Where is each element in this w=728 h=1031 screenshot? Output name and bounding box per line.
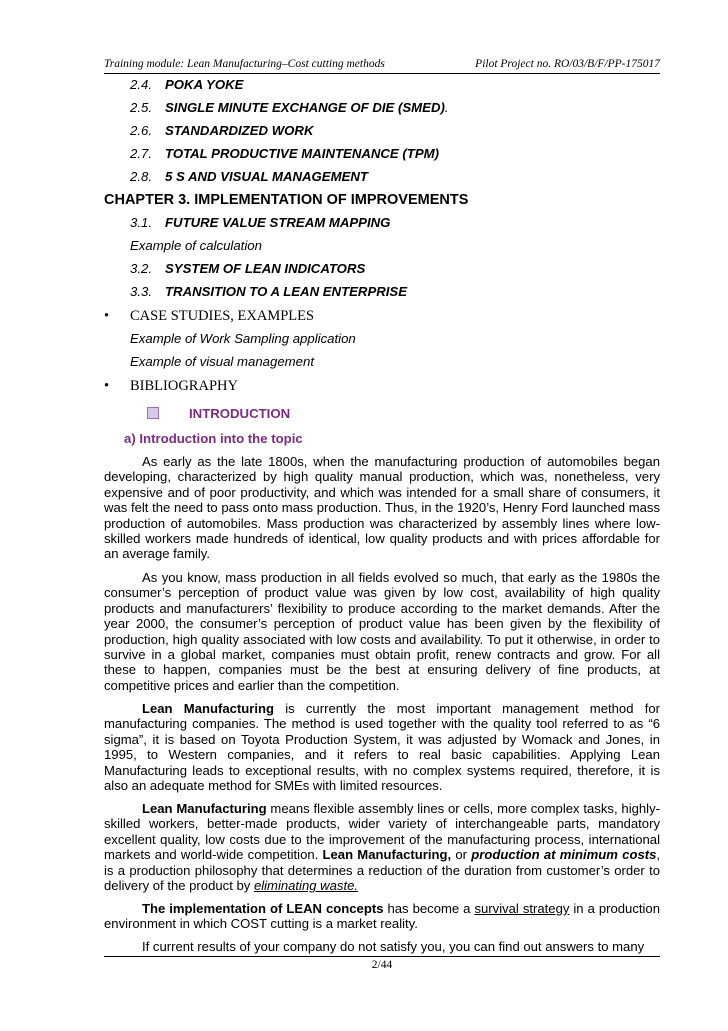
toc-item-3-1[interactable]: 3.1. FUTURE VALUE STREAM MAPPING [130,215,391,230]
toc-example-calculation[interactable]: Example of calculation [130,238,262,253]
paragraph-3: Lean Manufacturing is currently the most important management method for manufacturing companies. The method is used together with the quality tool referred to as “6 sigma”, it is based on Toyota Production System, it was adjusted by Womack and Jones, in 1995, to Western companies, and it refers to real basic capabilities. Applying Lean Manufacturing leads to exceptional results, with no complex systems required, therefore, it is also an adequate method for SMEs with limited resources. [104,701,660,794]
toc-example-visual-management[interactable]: Example of visual management [130,354,314,369]
toc-item-2-4[interactable]: 2.4. POKA YOKE [130,77,244,92]
section-marker-icon [147,407,159,419]
introduction-heading: INTRODUCTION [147,406,290,421]
toc-item-2-7[interactable]: 2.7. TOTAL PRODUCTIVE MAINTENANCE (TPM) [130,146,439,161]
toc-example-work-sampling[interactable]: Example of Work Sampling application [130,331,356,346]
bullet-icon: • [104,308,110,324]
bullet-icon: • [104,378,110,394]
header-left: Training module: Lean Manufacturing–Cost cutting methods [104,58,385,70]
page-number: 2/44 [104,956,660,971]
chapter-3-heading[interactable]: CHAPTER 3. IMPLEMENTATION OF IMPROVEMENTS [104,192,469,208]
paragraph-6: If current results of your company do not satisfy you, you can find out answers to many [142,939,645,954]
toc-bibliography[interactable]: • BIBLIOGRAPHY [104,378,238,394]
toc-item-2-8[interactable]: 2.8. 5 S AND VISUAL MANAGEMENT [130,169,368,184]
toc-case-studies[interactable]: • CASE STUDIES, EXAMPLES [104,308,315,324]
paragraph-5: The implementation of LEAN concepts has become a survival strategy in a production environment in which COST cutting is a market reality. [104,901,660,932]
paragraph-1: As early as the late 1800s, when the manufacturing production of automobiles began developing, characterized by high quality manual production, which was, nonetheless, very expensive and of poor productivity, and which was intended for a small share of consumers, it was felt the need to pass onto mass production. Thus, in the 1920’s, Henry Ford launched mass production of automobiles. Mass production was characterized by assembly lines where low-skilled workers made hundreds of identical, low quality products and with prices affordable for an average family. [104,454,660,562]
toc-item-3-3[interactable]: 3.3. TRANSITION TO A LEAN ENTERPRISE [130,284,408,299]
toc-item-3-2[interactable]: 3.2. SYSTEM OF LEAN INDICATORS [130,261,366,276]
toc-item-2-6[interactable]: 2.6. STANDARDIZED WORK [130,123,314,138]
paragraph-2: As you know, mass production in all fields evolved so much, that early as the 1980s the consumer’s perception of product value was given by low cost, availability of high quality products and manufacturers’ flexibility to produce according to the market demands. After the year 2000, the consumer’s perception of product value has been given by the flexibility of production, high quality associated with low costs and availability. To put it otherwise, in order to survive in a global market, companies must obtain profit, renew contracts and grow. For all these to happen, companies must be the best at ensuring delivery of fine products, at competitive prices and earlier than the competition. [104,570,660,693]
paragraph-4: Lean Manufacturing means flexible assembly lines or cells, more complex tasks, highly-skilled workers, better-made products, wider variety of interchangeable parts, mandatory excellent quality, low costs due to the improvement of the manufacturing process, international markets and world-wide competition. Lean Manufacturing, or production at minimum costs, is a production philosophy that determines a reduction of the duration from customer’s order to delivery of the product by eliminating waste. [104,801,661,894]
subheading-introduction-topic: a) Introduction into the topic [124,431,303,446]
toc-item-2-5[interactable]: 2.5. SINGLE MINUTE EXCHANGE OF DIE (SMED). [130,100,449,115]
page-header [104,57,660,74]
header-right: Pilot Project no. RO/03/B/F/PP-175017 [475,58,660,70]
